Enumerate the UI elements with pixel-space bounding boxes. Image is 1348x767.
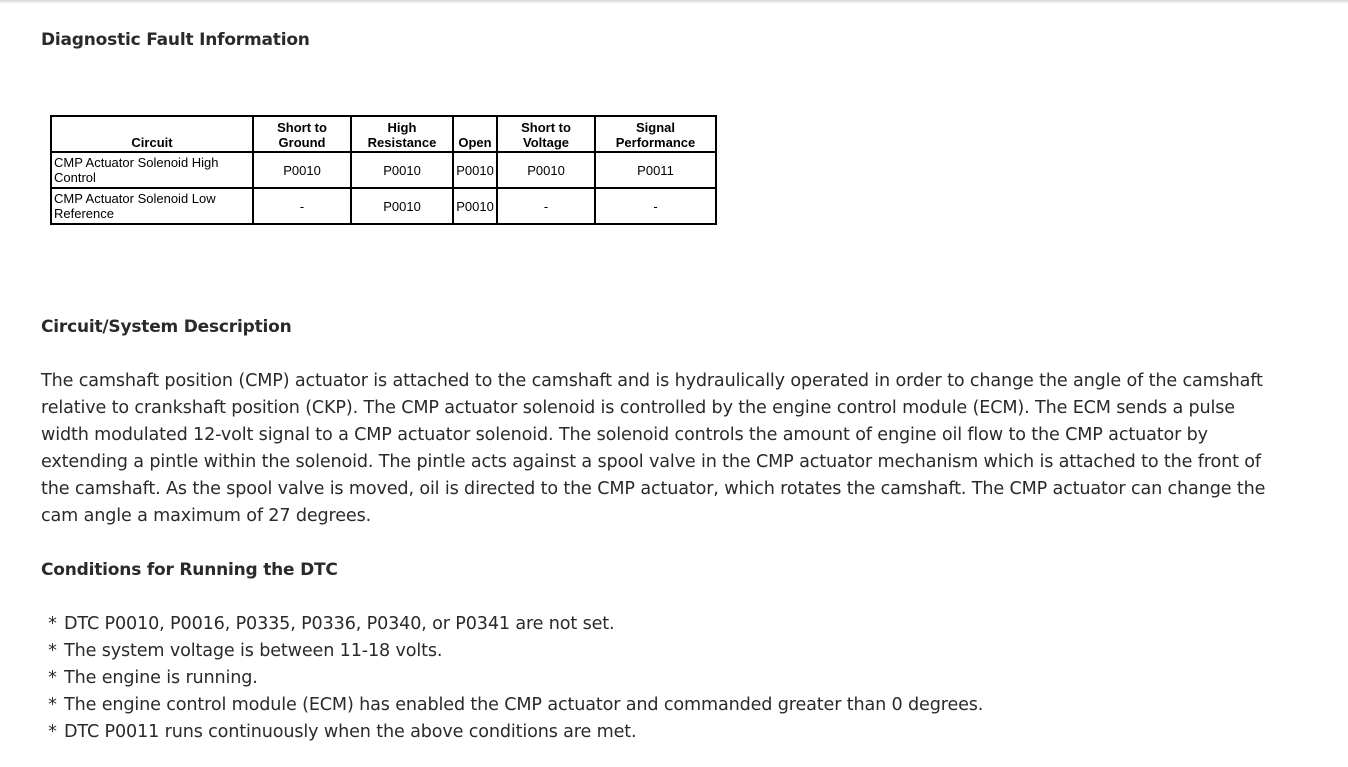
table-cell-circuit: CMP Actuator Solenoid Low Reference bbox=[51, 188, 253, 224]
fault-table bbox=[50, 115, 717, 225]
circuit-system-description-heading: Circuit/System Description bbox=[41, 317, 292, 337]
table-cell: - bbox=[497, 188, 595, 224]
list-item bbox=[41, 719, 983, 746]
top-shadow bbox=[0, 0, 1348, 4]
condition-text: DTC P0010, P0016, P0335, P0336, P0340, or P0341 are not set. bbox=[64, 614, 615, 634]
table-cell: P0010 bbox=[497, 152, 595, 188]
table-cell-circuit: CMP Actuator Solenoid High Control bbox=[51, 152, 253, 188]
bullet: * bbox=[48, 722, 57, 742]
table-row bbox=[51, 152, 716, 188]
bullet: * bbox=[48, 668, 57, 688]
fault-table-header-row bbox=[51, 116, 716, 152]
list-item bbox=[41, 611, 983, 638]
bullet: * bbox=[48, 641, 57, 661]
table-cell: P0010 bbox=[351, 152, 453, 188]
table-cell: P0010 bbox=[453, 152, 497, 188]
table-cell: P0011 bbox=[595, 152, 716, 188]
diagnostic-fault-information-heading: Diagnostic Fault Information bbox=[41, 30, 310, 50]
list-item bbox=[41, 638, 983, 665]
header-circuit: Circuit bbox=[51, 116, 253, 152]
header-high-resistance: High Resistance bbox=[351, 116, 453, 152]
table-row bbox=[51, 188, 716, 224]
conditions-heading: Conditions for Running the DTC bbox=[41, 560, 338, 580]
circuit-description-paragraph: The camshaft position (CMP) actuator is attached to the camshaft and is hydraulically operated in order to change the angle of the camshaft relative to crankshaft position (CKP). The CMP actuator solenoid is controlled by the engine control module (ECM). The ECM sends a pulse width modulated 12-volt signal to a CMP actuator solenoid. The solenoid controls the amount of engine oil flow to the CMP actuator by extending a pintle within the solenoid. The pintle acts against a spool valve in the CMP actuator mechanism which is attached to the front of the camshaft. As the spool valve is moved, oil is directed to the CMP actuator, which rotates the camshaft. The CMP actuator can change the cam angle a maximum of 27 degrees. bbox=[41, 371, 1266, 526]
table-cell: - bbox=[595, 188, 716, 224]
condition-text: The system voltage is between 11-18 volts. bbox=[64, 641, 443, 661]
bullet: * bbox=[48, 614, 57, 634]
table-cell: P0010 bbox=[453, 188, 497, 224]
condition-text: DTC P0011 runs continuously when the above conditions are met. bbox=[64, 722, 637, 742]
header-signal-performance: Signal Performance bbox=[595, 116, 716, 152]
list-item bbox=[41, 665, 983, 692]
header-open: Open bbox=[453, 116, 497, 152]
table-cell: - bbox=[253, 188, 351, 224]
conditions-list bbox=[41, 611, 983, 746]
condition-text: The engine is running. bbox=[64, 668, 258, 688]
table-cell: P0010 bbox=[253, 152, 351, 188]
list-item bbox=[41, 692, 983, 719]
header-short-to-voltage: Short to Voltage bbox=[497, 116, 595, 152]
bullet: * bbox=[48, 695, 57, 715]
condition-text: The engine control module (ECM) has enabled the CMP actuator and commanded greater than 0 degrees. bbox=[64, 695, 984, 715]
header-short-to-ground: Short to Ground bbox=[253, 116, 351, 152]
table-cell: P0010 bbox=[351, 188, 453, 224]
